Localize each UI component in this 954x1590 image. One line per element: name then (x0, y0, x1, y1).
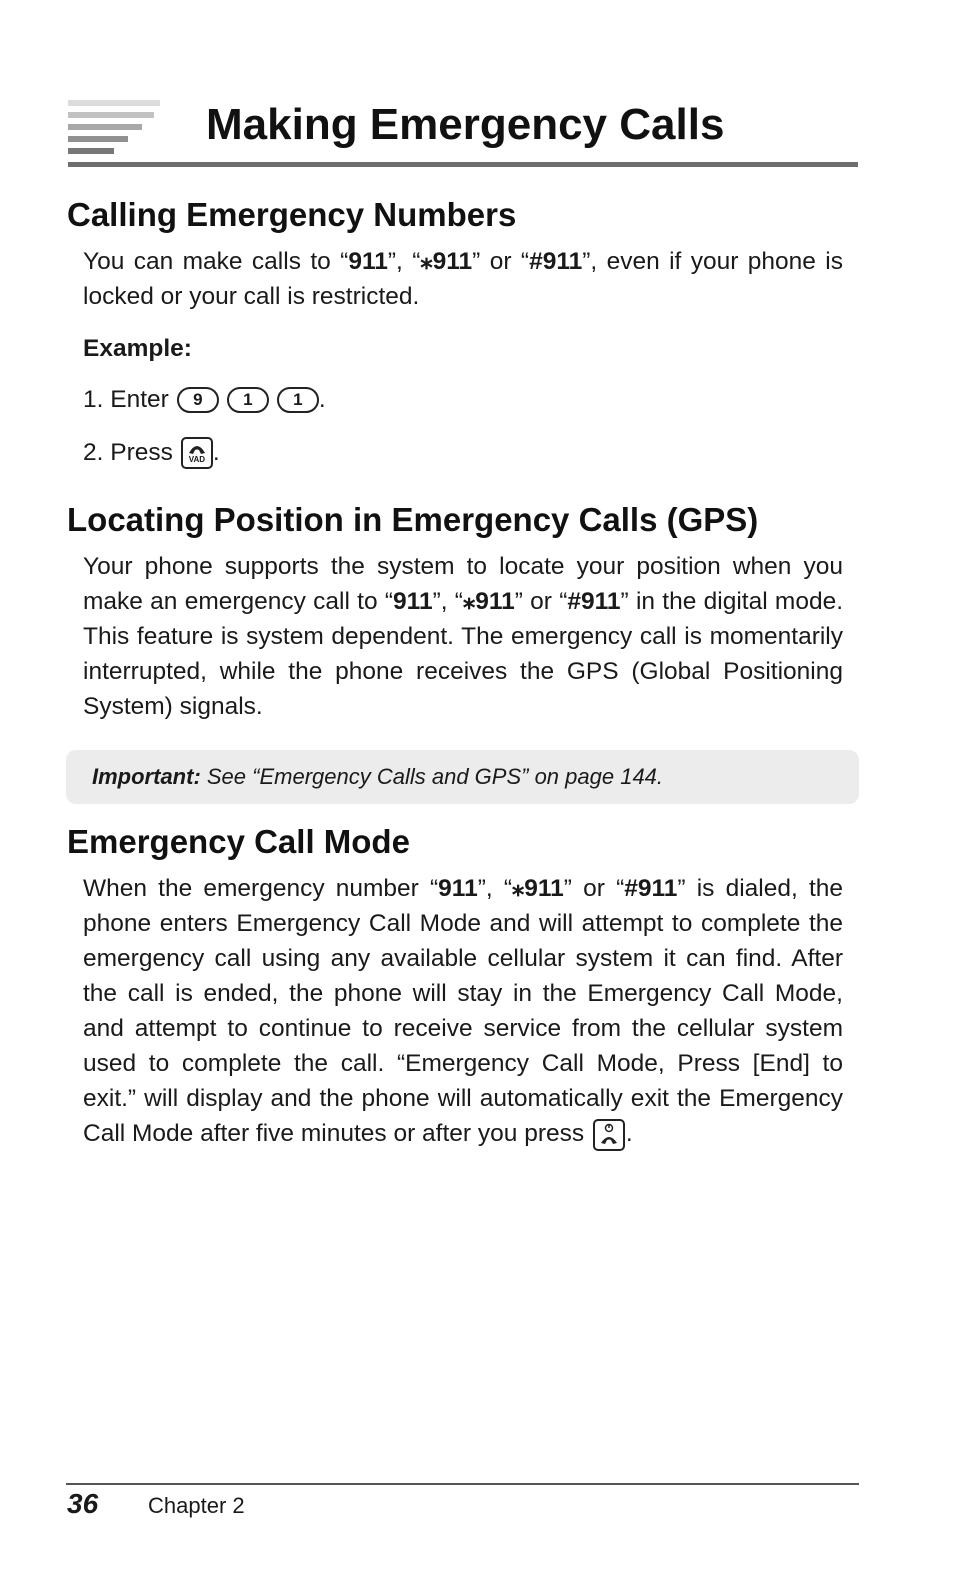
key-1-icon: 1 (277, 387, 319, 413)
title-divider (68, 162, 858, 167)
end-key-icon (593, 1119, 625, 1151)
send-key-icon: VAD (181, 437, 213, 469)
section-heading-gps: Locating Position in Emergency Calls (GPS) (67, 501, 759, 538)
note-label: Important: (92, 764, 201, 789)
footer-divider (66, 1483, 859, 1485)
section-heading-calling: Calling Emergency Numbers (67, 196, 517, 233)
key-1-icon: 1 (227, 387, 269, 413)
power-handset-icon (599, 1123, 619, 1147)
page-number: 36 (67, 1488, 99, 1519)
key-9-icon: 9 (177, 387, 219, 413)
example-label: Example: (83, 335, 192, 362)
page-title: Making Emergency Calls (206, 100, 725, 149)
page-header (68, 96, 858, 172)
section3-paragraph: When the emergency number “911”, “⁎911” or “#911” is dialed, the phone enters Emergency Call Mode and will attempt to complete the emergency call using any available cellular system it can find. After the call is ended, the phone will stay in the Emergency Call Mode, and attempt to continue to receive service from the cellular system used to complete the call. “Emergency Call Mode, Press [End] to exit.” will display and the phone will automatically exit the Emergency Call Mode after five minutes or after you press . (83, 871, 843, 1151)
section2-paragraph: Your phone supports the system to locate your position when you make an emergency call to “911”, “⁎911” or “#911” in the digital mode. This feature is system dependent. The emergency call is momentarily interrupted, while the phone receives the GPS (Global Positioning System) signals. (83, 553, 843, 720)
step-1: 1. Enter 9 1 1 . (83, 386, 326, 413)
header-stripes-icon (68, 100, 164, 158)
handset-icon (187, 443, 207, 456)
chapter-label: Chapter 2 (148, 1493, 245, 1518)
section-heading-call-mode: Emergency Call Mode (67, 823, 410, 860)
step-2: 2. Press VAD . (83, 436, 220, 470)
important-note (66, 750, 859, 804)
section1-paragraph: You can make calls to “911”, “⁎911” or “#911”, even if your phone is locked or your call is restricted. (83, 248, 844, 310)
note-text: See “Emergency Calls and GPS” on page 144. (200, 764, 664, 789)
